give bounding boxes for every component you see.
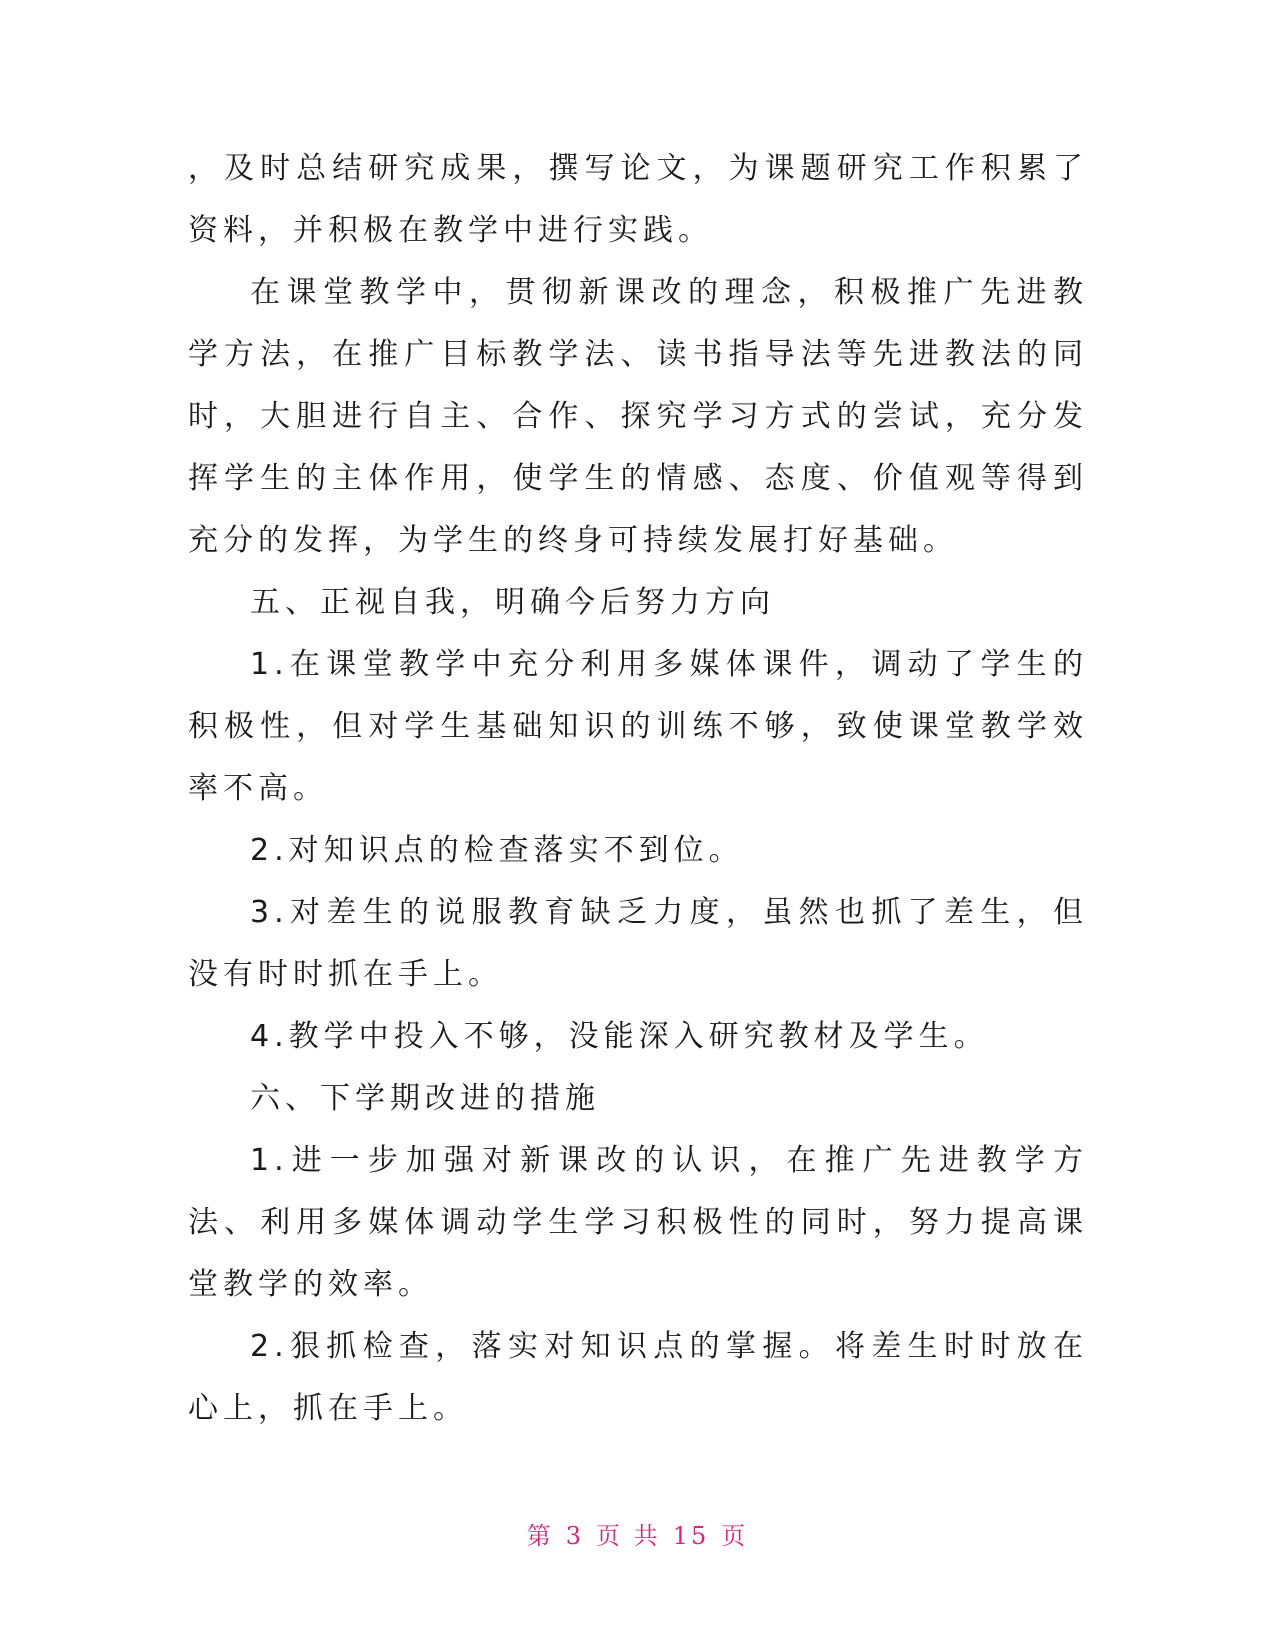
footer-middle: 页 共 <box>596 1522 661 1550</box>
section-heading-5: 五、正视自我，明确今后努力方向 <box>250 585 775 620</box>
list-item-5-4: 4.教学中投入不够，没能深入研究教材及学生。 <box>250 1019 989 1054</box>
page-footer <box>0 1516 1275 1551</box>
footer-total-pages: 15 <box>672 1522 710 1550</box>
section-heading-6: 六、下学期改进的措施 <box>250 1081 600 1116</box>
paragraph-2: 在课堂教学中，贯彻新课改的理念，积极推广先进教学方法，在推广目标教学法、读书指导法等先进教法的同时，大胆进行自主、合作、探究学习方式的尝试，充分发挥学生的主体作用，使学生的情感、态度、价值观等得到充分的发挥，为学生的终身可持续发展打好基础。 <box>188 275 1088 558</box>
footer-prefix: 第 <box>526 1522 554 1550</box>
footer-page-number: 3 <box>565 1522 585 1550</box>
paragraph-1: ，及时总结研究成果，撰写论文，为课题研究工作积累了资料，并积极在教学中进行实践。 <box>188 151 1088 248</box>
list-item-5-1: 1.在课堂教学中充分利用多媒体课件，调动了学生的积极性，但对学生基础知识的训练不够，致使课堂教学效率不高。 <box>188 647 1088 806</box>
list-item-5-2: 2.对知识点的检查落实不到位。 <box>250 833 744 868</box>
list-item-6-2: 2.狠抓检查，落实对知识点的掌握。将差生时时放在心上，抓在手上。 <box>188 1329 1088 1426</box>
list-item-6-1: 1.进一步加强对新课改的认识，在推广先进教学方法、利用多媒体调动学生学习积极性的同时，努力提高课堂教学的效率。 <box>188 1143 1088 1302</box>
list-item-5-3: 3.对差生的说服教育缺乏力度，虽然也抓了差生，但没有时时抓在手上。 <box>188 895 1088 992</box>
footer-suffix: 页 <box>721 1522 749 1550</box>
document-body <box>188 138 1088 1440</box>
